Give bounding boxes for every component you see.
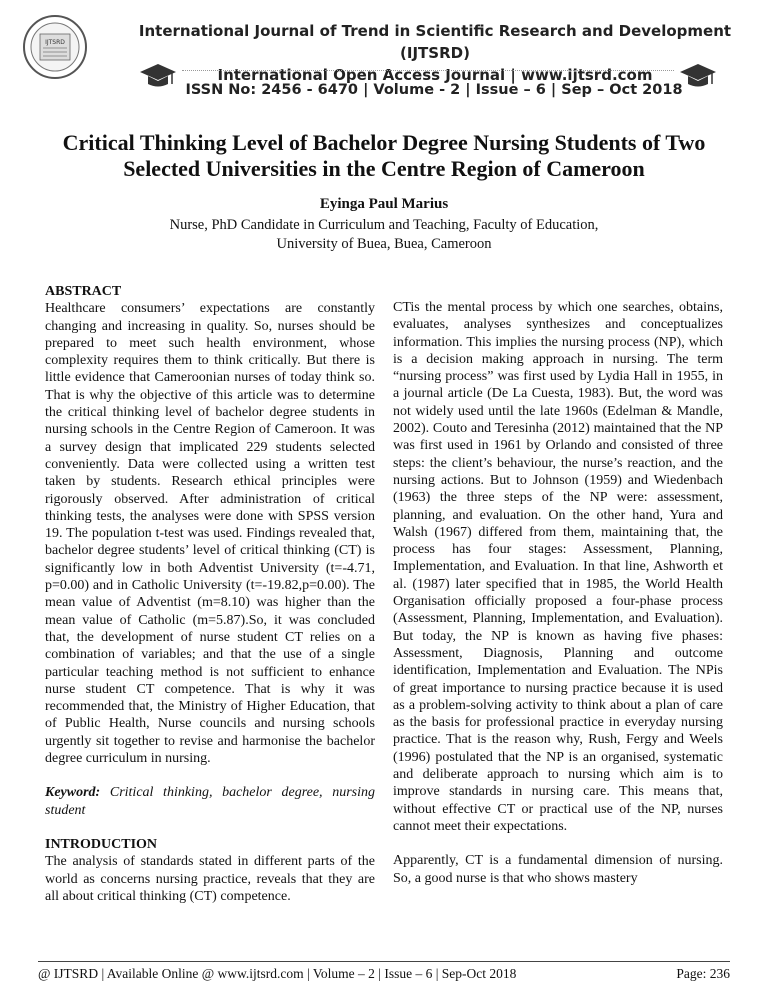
keyword-label: Keyword:: [45, 785, 101, 801]
journal-name: International Journal of Trend in Scientific Research and Development (IJTSRD): [138, 22, 732, 62]
introduction-heading: INTRODUCTION: [45, 836, 158, 852]
body-paragraph: CTis the mental process by which one searches, obtains, evaluates, analyses synthesizes and conceptualizes information. This implies the nursing process (NP), which is a decision making approach in nursing. The term “nursing process” was first used by Lydia Hall in 1955, in a journal article (De La Cuesta, 1983). But, the word was not widely used until the late 1960s (Edelman & Mandle, 2002). Couto and Teresinha (2012) maintained that the NP was first used in 1961 by Orlando and consisted of three steps: the client’s behaviour, the nurse’s reaction, and the nursing actions. But to Johnson (1959) and Wiedenbach (1963) the three steps of the NP were: assessment, planning, and evaluation. On the other hand, Yura and Walsh (1967) differed from them, maintaining that, the process has four stages: Assessment, Planning, Implementation, and Evaluation. In that line, Ashworth et al. (1987) later specified that in 1985, the World Health Organisation officially proposed a four-phase process (Assessment, Planning, Implementation, and Evaluation). But today, the NP is known as having five phases: Assessment, Diagnosis, Planning and outcome identification, Implementation and Evaluation. The NPis of great importance to nursing practice because it is used as a problem-solving activity to think about a plan of care as the basis for professional practice in everyday nursing practice. That is the reason why, Rush, Fergy and Weels (1996) postulated that the NP is an organised, systematic and deliberate approach to nursing which aim is to improve standards in nursing care. This means that, without effective CT or practical use of the NP, nurses cannot meet their expectations.: [393, 300, 723, 834]
affiliation-line: University of Buea, Buea, Cameroon: [276, 236, 492, 252]
footer-divider: [38, 961, 730, 962]
page-number: Page: 236: [676, 966, 730, 981]
author-affiliation: [0, 216, 768, 254]
issn-volume-line: ISSN No: 2456 - 6470 | Volume - 2 | Issue – 6 | Sep – Oct 2018: [185, 82, 683, 98]
journal-header: [0, 0, 768, 118]
journal-website: International Open Access Journal | www.ijtsrd.com: [217, 66, 653, 84]
body-paragraph: Apparently, CT is a fundamental dimension of nursing. So, a good nurse is that who shows mastery: [393, 853, 723, 886]
page-footer: [38, 966, 730, 982]
introduction-text: The analysis of standards stated in different parts of the world as concerns nursing practice, reveals that they are all about critical thinking (CT) competence.: [45, 854, 375, 904]
svg-text:IJTSRD: IJTSRD: [45, 39, 65, 46]
keyword-list: Critical thinking, bachelor degree, nursing student: [45, 785, 375, 818]
left-column: [45, 283, 375, 905]
affiliation-line: Nurse, PhD Candidate in Curriculum and Teaching, Faculty of Education,: [169, 217, 599, 233]
journal-seal-logo: [22, 14, 88, 80]
journal-title: [130, 20, 740, 86]
paper-title: Critical Thinking Level of Bachelor Degree Nursing Students of Two Selected Universities in the Centre Region of Cameroon: [62, 130, 706, 181]
footer-citation: @ IJTSRD | Available Online @ www.ijtsrd.com | Volume – 2 | Issue – 6 | Sep-Oct 2018: [38, 966, 517, 981]
keywords: [45, 784, 375, 819]
abstract-heading: ABSTRACT: [45, 284, 122, 299]
author-name: Eyinga Paul Marius: [319, 196, 449, 212]
header-divider: [182, 70, 674, 71]
right-column: [393, 299, 723, 887]
abstract-text: Healthcare consumers’ expectations are constantly changing and increasing in quality. So, nurses should be prepared to meet such health environment, whose complexity requires them to think critically. But there is little evidence that Cameroonian nurses of today think so. That is why the objective of this article was to determine the critical thinking level of bachelor degree students in nursing schools in the Centre Region of Cameroon. It was a survey design that implicated 229 students selected conveniently. Data were collected using a written test taken by students. Research ethical principles were rigorously observed. After administration of critical thinking tests, the analyses were done with SPSS version 19. The population t-test was used. Findings revealed that, bachelor degree students’ level of critical thinking (CT) is significantly low in both Adventist University (t=-4.71, p=0.00) and in Catholic University (t=-19.82,p=0.00). The mean value of Adventist (m=8.10) was higher than the mean value of Catholic (m=5.87).So, it was concluded that, the development of nurse student CT relies on a combination of variables; and that the use of a single particular teaching method is not sufficient to enhance nurse student CT competence. That is why it was recommended that, the Ministry of Higher Education, that of Public Health, Nurse councils and nursing schools urgently sit together to revise and harmonise the bachelor degree curriculum in nursing.: [45, 301, 375, 767]
